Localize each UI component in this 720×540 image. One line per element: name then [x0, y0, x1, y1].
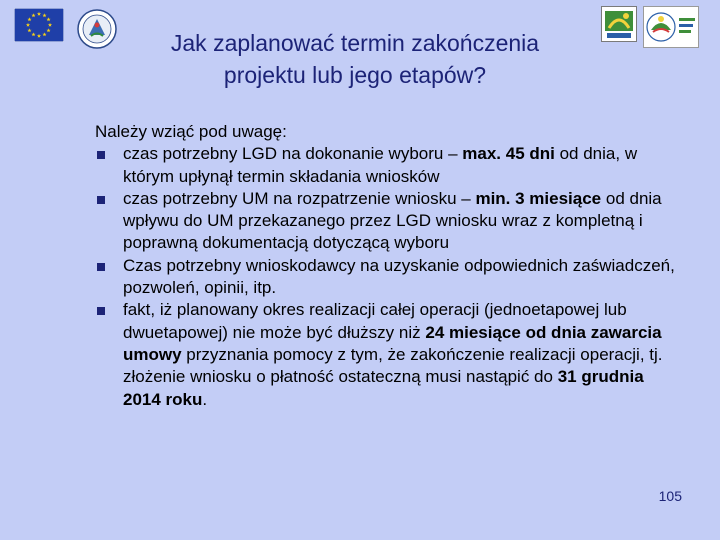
eu-flag-icon [14, 8, 64, 42]
bullet-text: czas potrzebny UM na rozpatrzenie wniosku – [123, 188, 476, 208]
bullet-text: czas potrzebny LGD na dokonanie wyboru – [123, 144, 463, 164]
slide-title [105, 27, 605, 91]
square-bullet-icon [97, 151, 105, 159]
leader-logo-icon [601, 6, 637, 42]
bullet-text: od dnia, w którym upłynął termin składania wniosków [123, 144, 638, 186]
bullet-text-bold: 24 miesiące od dnia zawarcia umowy [123, 322, 662, 364]
square-bullet-icon [97, 263, 105, 271]
slide-body [95, 121, 695, 411]
lead-text: Należy wziąć pod uwagę: [95, 122, 287, 141]
square-bullet-icon [97, 196, 105, 204]
bullet-list [95, 143, 695, 411]
bullet-item [95, 255, 675, 300]
page-number: 105 [658, 488, 682, 504]
slide-title-line-2: projektu lub jego etapów? [223, 62, 487, 88]
bullet-text-bold: max. 45 dni [462, 144, 555, 164]
bullet-text: Czas potrzebny wnioskodawcy na uzyskanie odpowiednich zaświadczeń, pozwoleń, opinii, itp. [123, 255, 675, 298]
square-bullet-icon [97, 307, 105, 315]
rural-development-programme-logo-icon [643, 6, 699, 48]
bullet-text: przyznania pomocy z tym, że zakończenie realizacji operacji, tj. złożenie wniosku o płatność ostateczną musi nastąpić do [123, 344, 663, 387]
slide-title-line-1: Jak zaplanować termin zakończenia [170, 30, 540, 56]
bullet-text-bold: min. 3 miesiące [475, 188, 602, 208]
bullet-item [95, 299, 675, 410]
bullet-item [95, 188, 675, 255]
bullet-text: fakt, iż planowany okres realizacji całej operacji (jednoetapowej lub dwuetapowej) nie może być dłuższy niż [123, 300, 627, 342]
bullet-item [95, 143, 675, 188]
bullet-text: . [202, 389, 208, 409]
bullet-text-bold: 31 grudnia 2014 roku [123, 367, 644, 409]
bullet-text: od dnia wpływu do UM przekazanego przez LGD wniosku wraz z kompletną i poprawną dokumentacją dotyczącą wyboru [123, 188, 662, 253]
